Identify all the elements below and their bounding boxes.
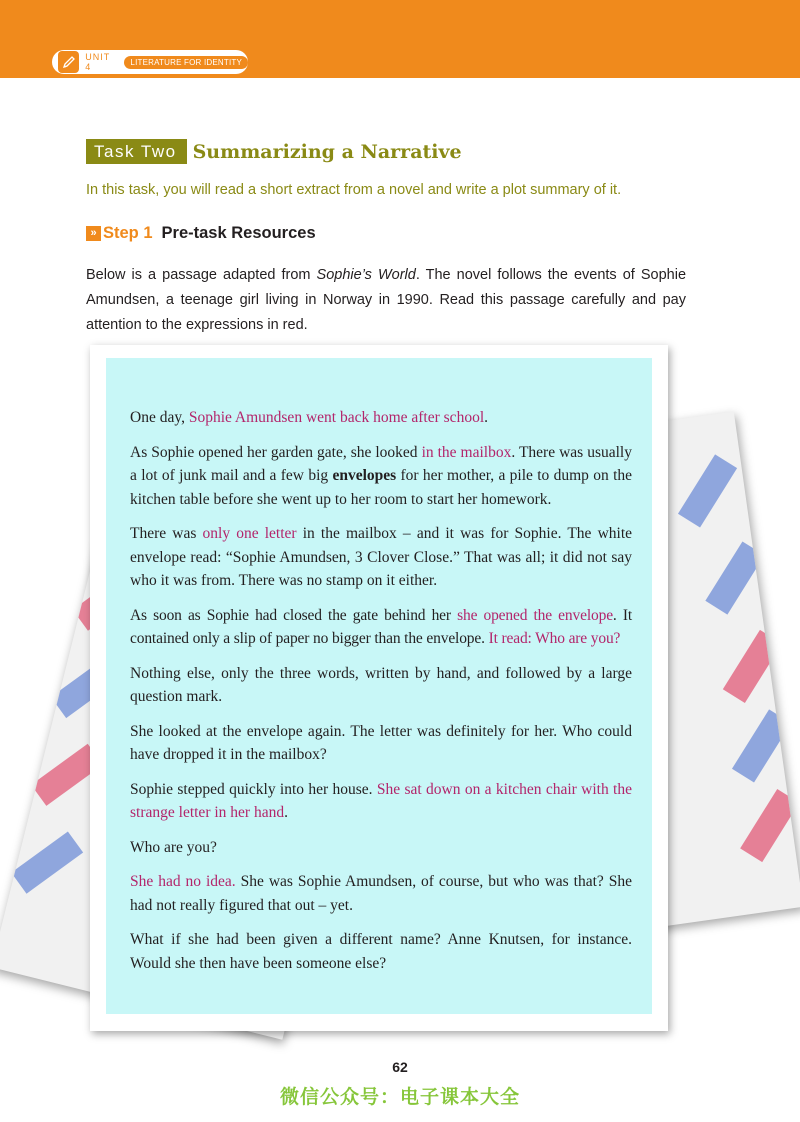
passage-paragraph: She had no idea. She was Sophie Amundsen, of course, but who was that? She had not really figured that out – yet. bbox=[130, 873, 632, 914]
passage-paragraph: Sophie stepped quickly into her house. She sat down on a kitchen chair with the strange letter in her hand. bbox=[130, 780, 632, 821]
passage-box bbox=[106, 358, 652, 1014]
page-number: 62 bbox=[392, 1059, 408, 1075]
double-chevron-icon: » bbox=[86, 226, 101, 241]
passage-paper bbox=[90, 345, 668, 1031]
step-label: Step 1 bbox=[103, 224, 153, 242]
pen-icon bbox=[58, 51, 79, 73]
passage-paragraph: She looked at the envelope again. The letter was definitely for her. Who could have dropped it in the mailbox? bbox=[130, 722, 632, 763]
passage-paragraph: There was only one letter in the mailbox – and it was for Sophie. The white envelope read: “Sophie Amundsen, 3 Clover Close.” That was all; it did not say who it was from. There was no stamp on it either. bbox=[130, 525, 633, 589]
passage-paragraph: What if she had been given a different name? Anne Knutsen, for instance. Would she then have been someone else? bbox=[130, 931, 632, 972]
unit-subtitle: LITERATURE FOR IDENTITY bbox=[124, 56, 248, 69]
passage-paragraph: As soon as Sophie had closed the gate behind her she opened the envelope. It contained only a slip of paper no bigger than the envelope. It read: Who are you? bbox=[130, 606, 632, 647]
passage-paragraph: Who are you? bbox=[130, 838, 217, 856]
passage-paragraph: As Sophie opened her garden gate, she looked in the mailbox. There was usually a lot of junk mail and a few big envelopes for her mother, a pile to dump on the kitchen table before she went up to her room to start her homework. bbox=[130, 443, 632, 508]
task-title: Summarizing a Narrative bbox=[192, 140, 462, 163]
passage-paragraph: One day, Sophie Amundsen went back home after school. bbox=[130, 409, 488, 426]
step-heading bbox=[86, 224, 316, 243]
book-title: Sophie’s World bbox=[316, 267, 416, 283]
intro-text-rest: . The novel follows the events of Sophie Amundsen, a teenage girl living in Norway in 1990. Read this passage carefully and pay attention to the expressions in red. bbox=[86, 267, 687, 333]
task-badge: Task Two bbox=[86, 139, 187, 164]
step-title: Pre-task Resources bbox=[161, 224, 316, 242]
passage-paragraph: Nothing else, only the three words, written by hand, and followed by a large question mark. bbox=[130, 664, 632, 705]
intro-text: Below is a passage adapted from bbox=[86, 267, 317, 283]
task-heading bbox=[86, 139, 462, 164]
task-intro: In this task, you will read a short extract from a novel and write a plot summary of it. bbox=[86, 182, 622, 198]
watermark: 微信公众号：电子课本大全 bbox=[279, 1087, 520, 1108]
unit-tag bbox=[52, 50, 248, 74]
unit-label: UNIT 4 bbox=[85, 52, 111, 72]
intro-paragraph bbox=[86, 263, 686, 338]
